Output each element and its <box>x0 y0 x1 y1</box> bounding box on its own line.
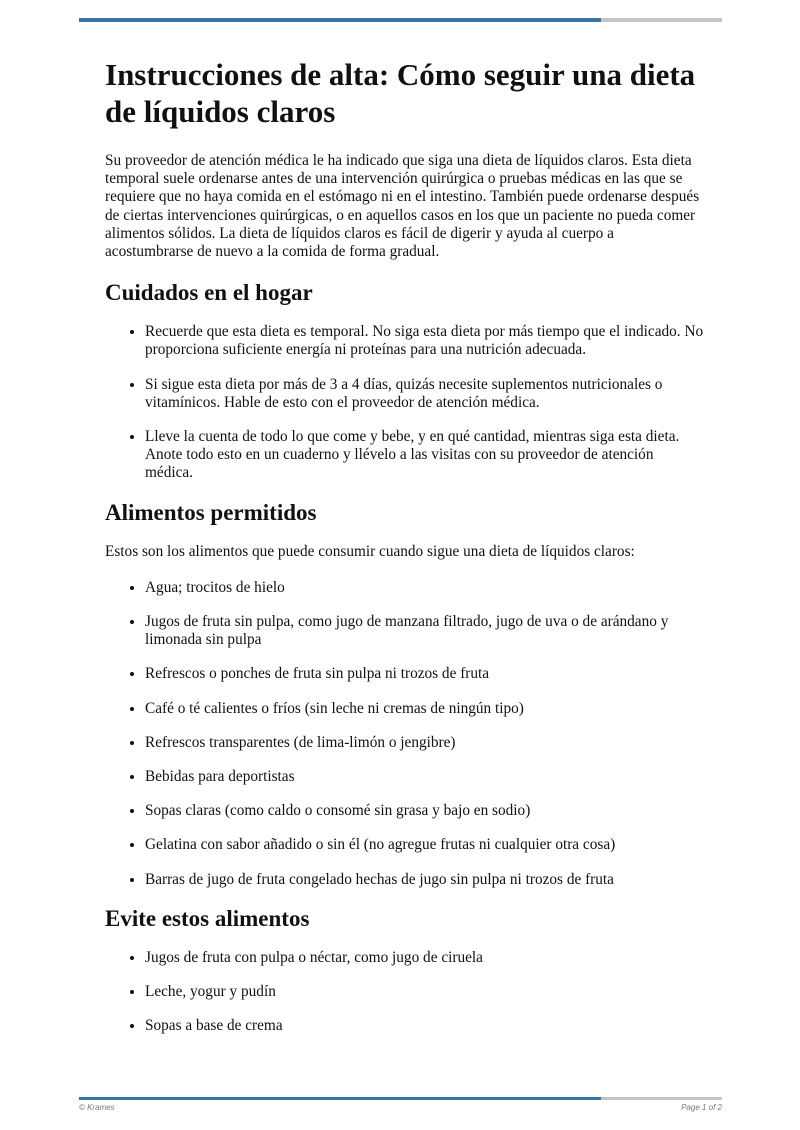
footer-copyright: © Krames <box>79 1103 115 1112</box>
top-rule <box>79 18 722 22</box>
section-heading-allowed-foods: Alimentos permitidos <box>105 499 317 525</box>
document-body <box>105 56 705 1051</box>
home-care-list <box>105 323 705 482</box>
list-item: • Jugos de fruta con pulpa o néctar, como jugo de ciruela <box>145 949 705 967</box>
footer-page-number: Page 1 of 2 <box>681 1103 722 1112</box>
intro-paragraph: Su proveedor de atención médica le ha indicado que siga una dieta de líquidos claros. Esta dieta temporal suele ordenarse antes de una intervención quirúrgica o pruebas médicas en las que se requiere que no haya comida en el estómago ni en el intestino. También puede ordenarse después de ciertas intervenciones quirúrgicas, o en aquellos casos en los que un paciente no pueda comer alimentos sólidos. La dieta de líquidos claros es fácil de digerir y ayuda al cuerpo a acostumbrarse de nuevo a la comida de forma gradual. <box>105 152 700 261</box>
list-item: • Recuerde que esta dieta es temporal. No siga esta dieta por más tiempo que el indicado. No proporciona suficiente energía ni proteínas para una nutrición adecuada. <box>145 323 705 359</box>
avoid-foods-list <box>105 949 705 1036</box>
bottom-rule-blue <box>79 1097 601 1100</box>
list-item: • Lleve la cuenta de todo lo que come y bebe, y en qué cantidad, mientras siga esta dieta. Anote todo esto en un cuaderno y llévelo a las visitas con su proveedor de atención médica. <box>145 428 705 483</box>
list-item: • Sopas a base de crema <box>145 1017 705 1035</box>
list-item: • Refrescos o ponches de fruta sin pulpa ni trozos de fruta <box>145 665 705 683</box>
allowed-foods-lead: Estos son los alimentos que puede consumir cuando sigue una dieta de líquidos claros: <box>105 542 635 560</box>
list-item: • Sopas claras (como caldo o consomé sin grasa y bajo en sodio) <box>145 802 705 820</box>
section-heading-avoid-foods: Evite estos alimentos <box>105 905 310 931</box>
top-rule-blue <box>79 18 601 22</box>
list-item: • Jugos de fruta sin pulpa, como jugo de manzana filtrado, jugo de uva o de arándano y limonada sin pulpa <box>145 613 705 649</box>
page-title: Instrucciones de alta: Cómo seguir una dieta de líquidos claros <box>105 57 696 129</box>
section-heading-home-care: Cuidados en el hogar <box>105 280 313 306</box>
list-item: • Bebidas para deportistas <box>145 768 705 786</box>
list-item: • Agua; trocitos de hielo <box>145 579 705 597</box>
bottom-rule <box>79 1097 722 1100</box>
list-item: • Si sigue esta dieta por más de 3 a 4 días, quizás necesite suplementos nutricionales o vitamínicos. Hable de esto con el proveedor de atención médica. <box>145 376 705 412</box>
list-item: • Barras de jugo de fruta congelado hechas de jugo sin pulpa ni trozos de fruta <box>145 871 705 889</box>
list-item: • Café o té calientes o fríos (sin leche ni cremas de ningún tipo) <box>145 700 705 718</box>
list-item: • Refrescos transparentes (de lima-limón o jengibre) <box>145 734 705 752</box>
bottom-rule-gray <box>601 1097 722 1100</box>
top-rule-gray <box>601 18 722 22</box>
allowed-foods-list <box>105 579 705 889</box>
list-item: • Gelatina con sabor añadido o sin él (no agregue frutas ni cualquier otra cosa) <box>145 836 705 854</box>
list-item: • Leche, yogur y pudín <box>145 983 705 1001</box>
